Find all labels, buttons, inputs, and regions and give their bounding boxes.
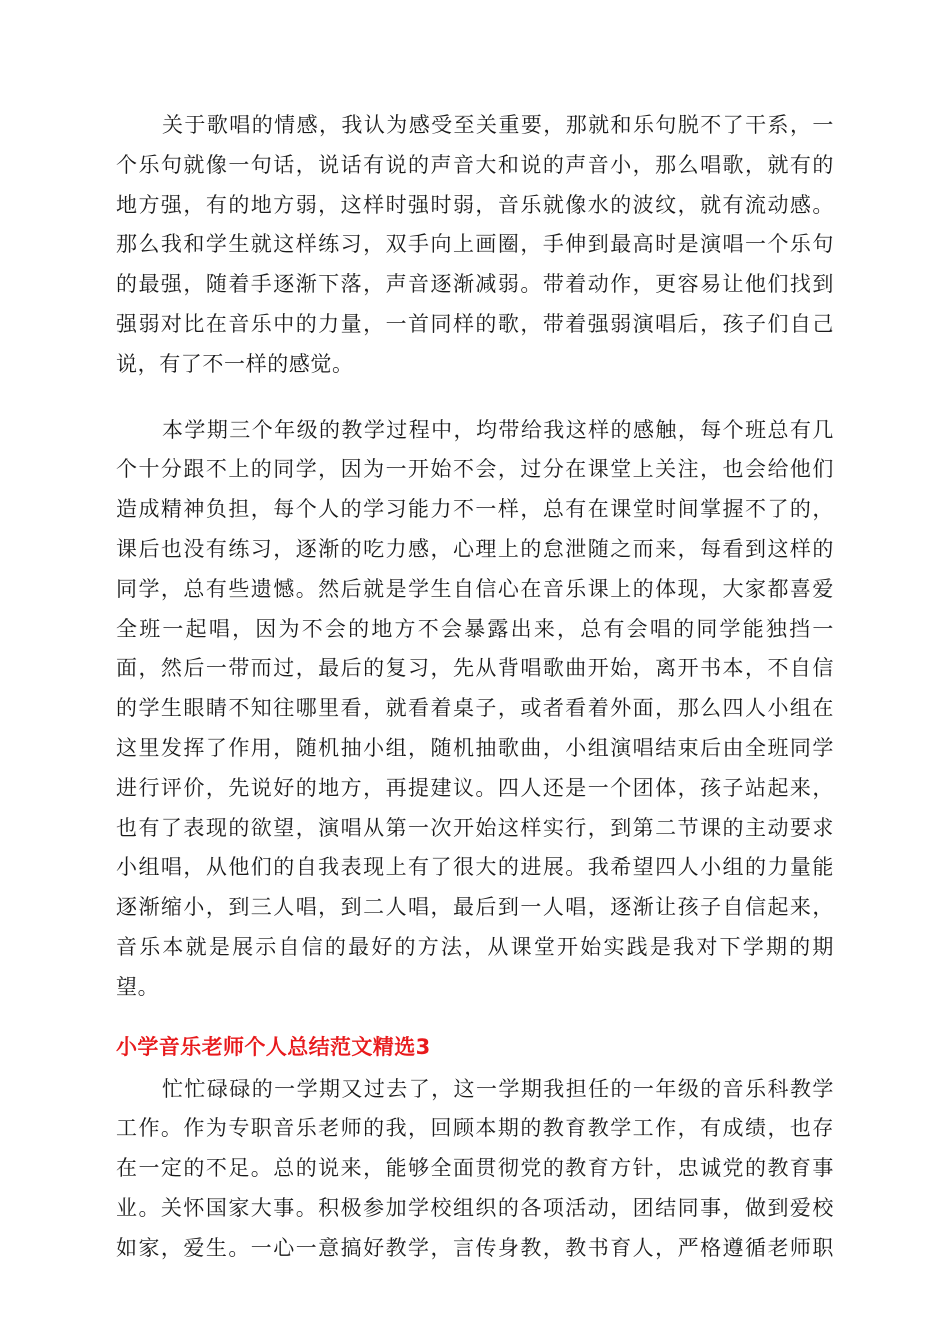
text-line: 说，有了不一样的感觉。 (116, 351, 354, 376)
section-heading: 小学音乐老师个人总结范文精选3 (116, 1034, 431, 1059)
text-line: 在一定的不足。总的说来，能够全面贯彻党的教育方针，忠诚党的教育事 (116, 1156, 834, 1181)
text-line: 个乐句就像一句话，说话有说的声音大和说的声音小，那么唱歌，就有的 (116, 152, 834, 177)
text-line: 这里发挥了作用，随机抽小组，随机抽歌曲，小组演唱结束后由全班同学 (116, 735, 834, 760)
paragraph-summary-intro (116, 1070, 834, 1269)
text-line: 也有了表现的欲望，演唱从第一次开始这样实行，到第二节课的主动要求 (116, 815, 834, 840)
text-line: 音乐本就是展示自信的最好的方法，从课堂开始实践是我对下学期的期 (116, 934, 834, 959)
text-line: 的学生眼睛不知往哪里看，就看着桌子，或者看着外面，那么四人小组在 (116, 696, 834, 721)
text-line: 全班一起唱，因为不会的地方不会暴露出来，总有会唱的同学能独挡一 (116, 616, 834, 641)
text-line: 面，然后一带而过，最后的复习，先从背唱歌曲开始，离开书本，不自信 (116, 656, 834, 681)
text-line: 小组唱，从他们的自我表现上有了很大的进展。我希望四人小组的力量能 (116, 855, 834, 880)
paragraph-singing-emotion (116, 106, 834, 385)
text-line: 进行评价，先说好的地方，再提建议。四人还是一个团体，孩子站起来， (116, 775, 834, 800)
document-body (116, 106, 834, 1269)
text-line: 逐渐缩小，到三人唱，到二人唱，最后到一人唱，逐渐让孩子自信起来， (116, 895, 834, 920)
text-line: 的最强，随着手逐渐下落，声音逐渐减弱。带着动作，更容易让他们找到 (116, 272, 834, 297)
text-line: 望。 (116, 974, 160, 999)
text-line: 关于歌唱的情感，我认为感受至关重要，那就和乐句脱不了干系，一 (162, 113, 834, 137)
text-line: 个十分跟不上的同学，因为一开始不会，过分在课堂上关注，也会给他们 (116, 457, 834, 482)
paragraph-semester-reflection (116, 411, 834, 1008)
text-line: 如家，爱生。一心一意搞好教学，言传身教，教书育人，严格遵循老师职 (116, 1235, 834, 1260)
text-line: 忙忙碌碌的一学期又过去了，这一学期我担任的一年级的音乐科教学 (162, 1076, 834, 1101)
text-line: 造成精神负担，每个人的学习能力不一样，总有在课堂时间掌握不了的， (116, 497, 834, 522)
text-line: 强弱对比在音乐中的力量，一首同样的歌，带着强弱演唱后，孩子们自己 (116, 311, 834, 336)
text-line: 业。关怀国家大事。积极参加学校组织的各项活动，团结同事，做到爱校 (116, 1195, 834, 1220)
text-line: 工作。作为专职音乐老师的我，回顾本期的教育教学工作，有成绩，也存 (116, 1116, 834, 1141)
text-line: 本学期三个年级的教学过程中，均带给我这样的感触，每个班总有几 (162, 417, 834, 442)
text-line: 同学，总有些遗憾。然后就是学生自信心在音乐课上的体现，大家都喜爱 (116, 576, 834, 601)
text-line: 地方强，有的地方弱，这样时强时弱，音乐就像水的波纹，就有流动感。 (116, 192, 834, 217)
text-line: 那么我和学生就这样练习，双手向上画圈，手伸到最高时是演唱一个乐句 (116, 232, 834, 257)
text-line: 课后也没有练习，逐渐的吃力感，心理上的怠泄随之而来，每看到这样的 (116, 536, 834, 561)
